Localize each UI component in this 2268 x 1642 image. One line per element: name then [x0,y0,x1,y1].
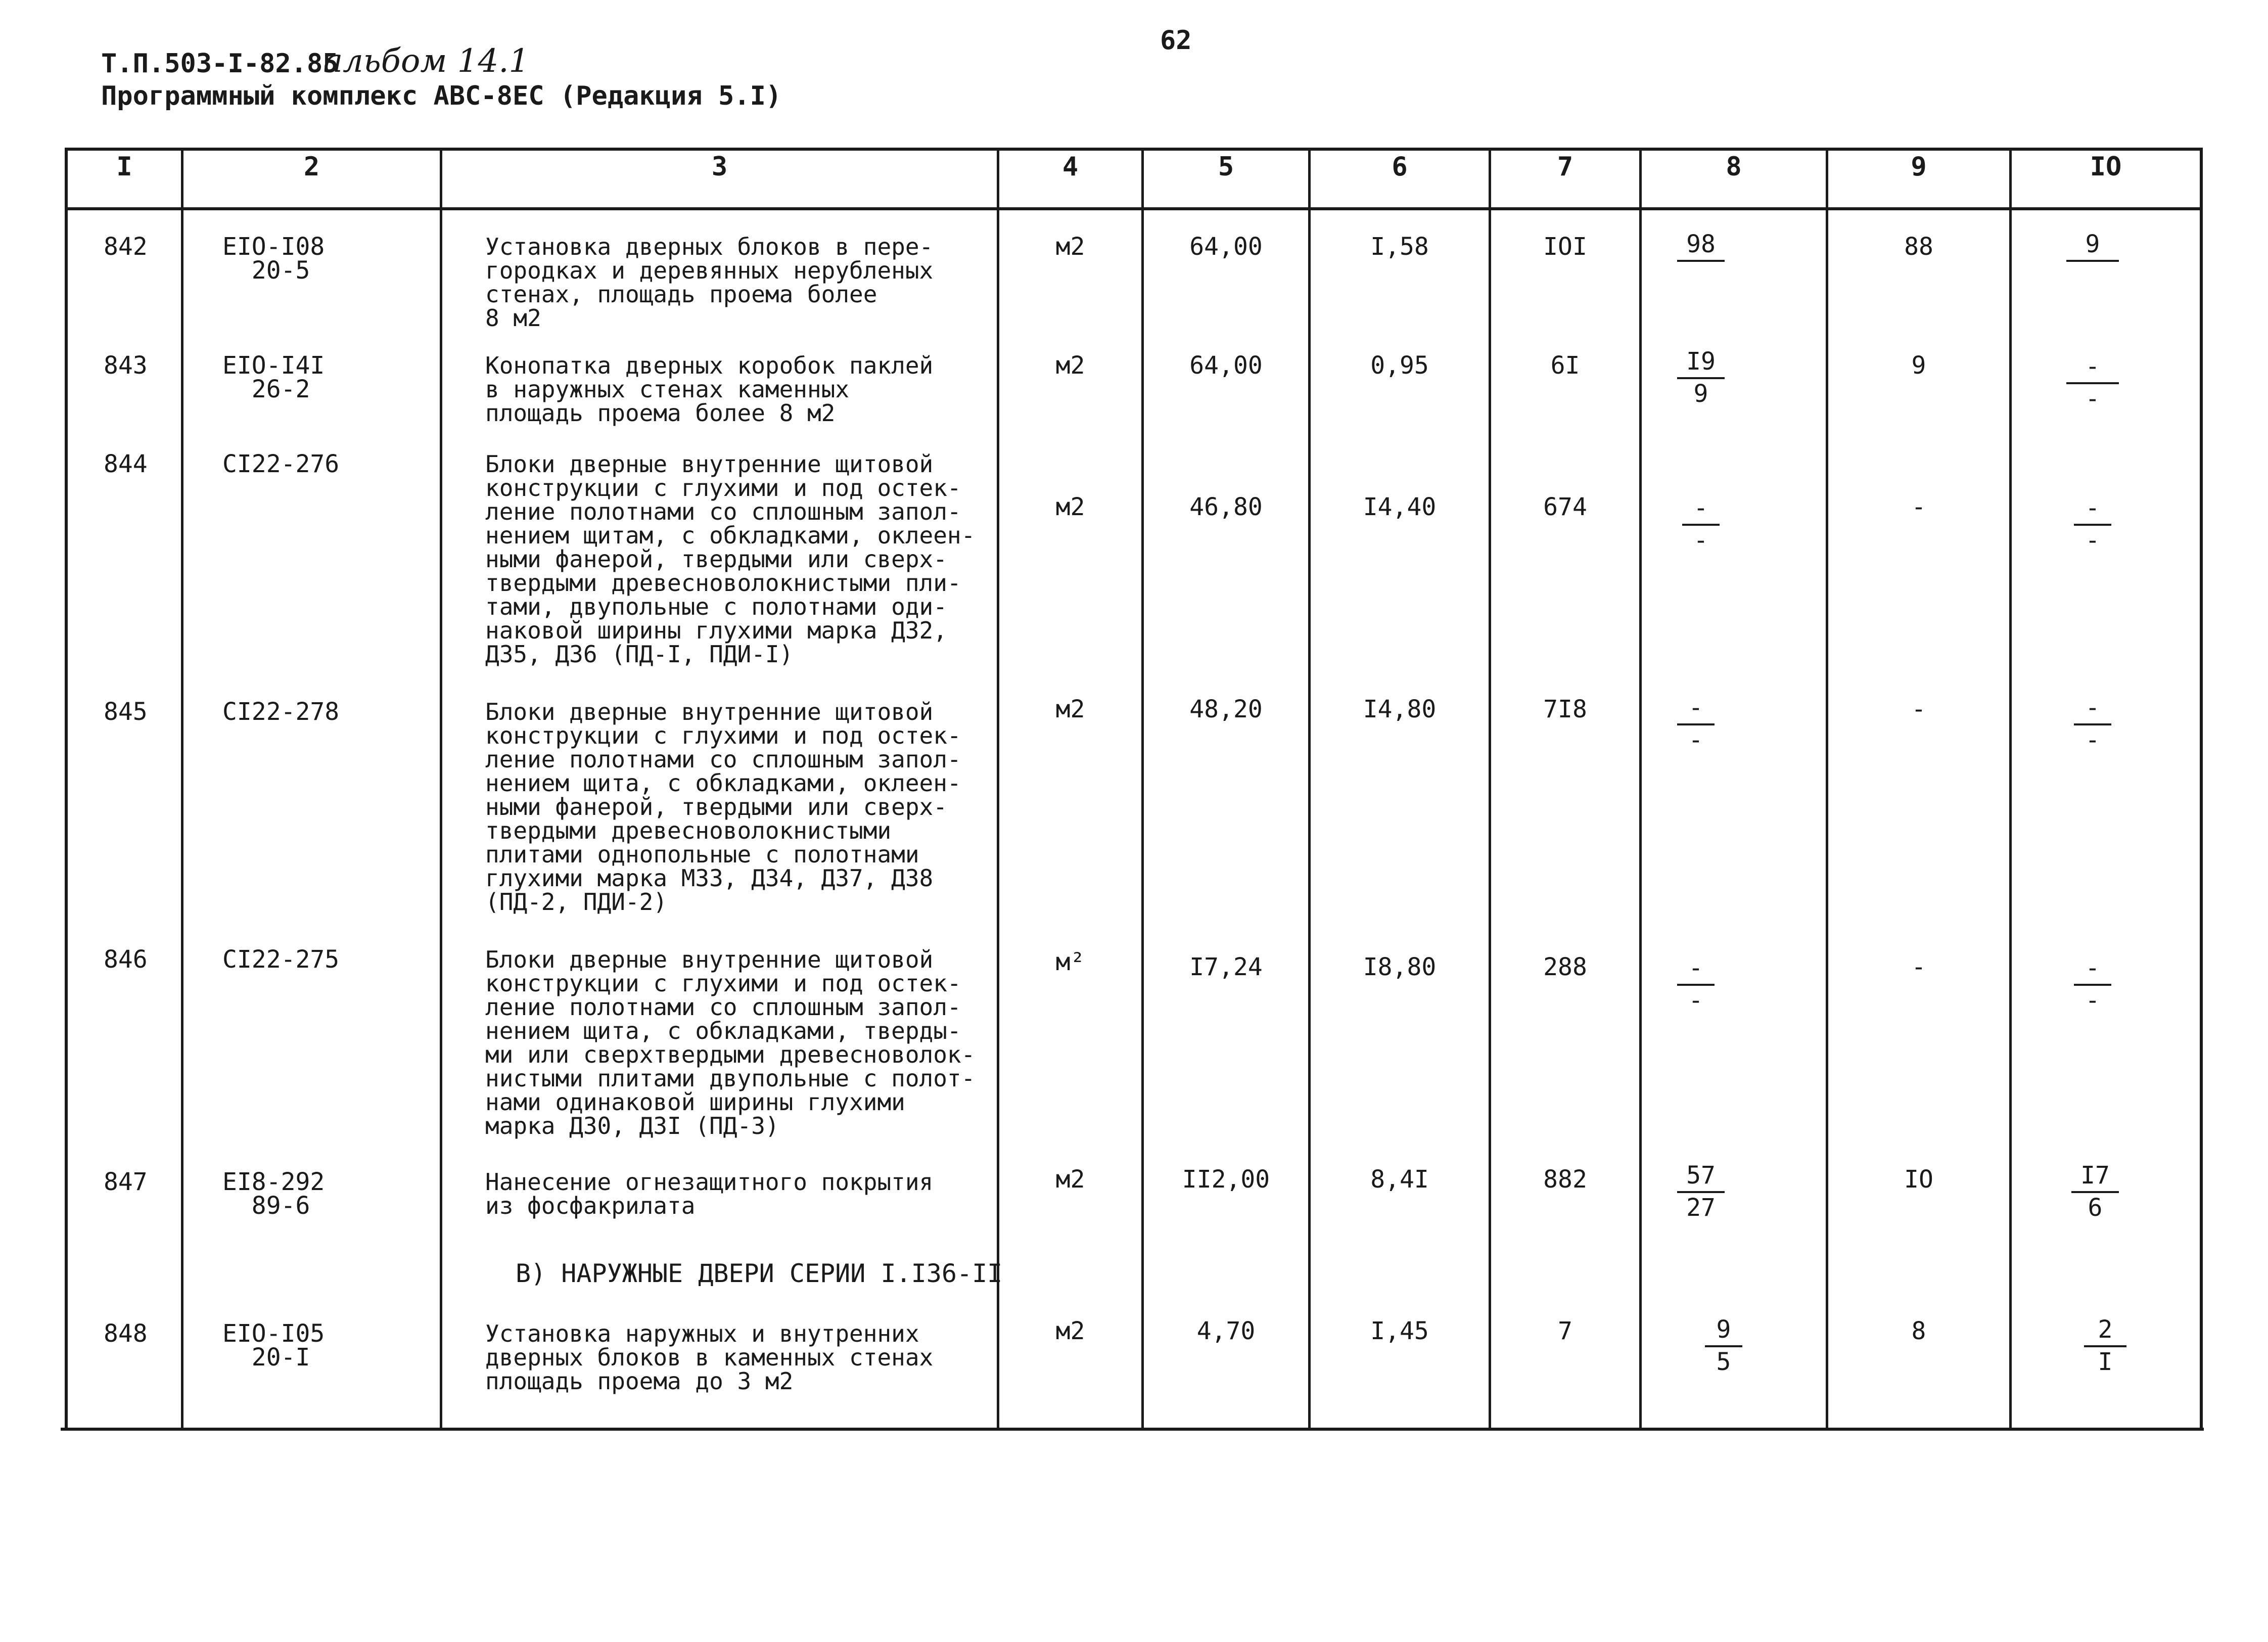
fraction-numerator: - [2085,494,2100,522]
total-cost: 6I [1550,351,1580,380]
col-divider [181,148,183,1430]
total-cost: 7I8 [1543,695,1587,723]
fraction-bar [1677,1191,1725,1193]
unit-cost: I,45 [1370,1317,1429,1345]
row-number: 844 [104,450,148,478]
fraction-numerator: 9 [1716,1315,1731,1344]
col-divider [1489,148,1491,1430]
column-header: 3 [711,152,728,182]
col-divider [1639,148,1642,1430]
unit: м2 [1055,351,1085,380]
fraction-denominator: 5 [1716,1348,1731,1376]
column-header: 8 [1726,152,1742,182]
unit: м2 [1055,1165,1085,1194]
quantity: 48,20 [1189,695,1263,723]
work-description: Блоки дверные внутренние щитовой конструкции с глухими и под остек- ление полотнами со сплошным запол- нением щитам, с обкладками, оклеен- ными фанерой, твердыми или сверх- твердыми древесноволокнистыми пли- тами, двупольные с полотнами оди- наковой ширины глухими марка Д32, Д35, Д36 (ПД-I, ПДИ-I) [485,450,976,668]
unit-cost: 0,95 [1370,351,1429,380]
col9-value: IO [1904,1165,1933,1194]
fraction-bar [1677,377,1725,379]
fraction-numerator: - [2085,352,2100,381]
fraction-bar [2074,524,2111,526]
unit-cost: 8,4I [1370,1165,1429,1194]
total-cost: 7 [1558,1317,1572,1345]
col9-value: 8 [1911,1317,1926,1345]
row-number: 843 [104,351,148,380]
col9-value: - [1911,695,1926,723]
fraction-col8 [1668,695,1724,754]
total-cost: 882 [1543,1165,1587,1194]
fraction-numerator: I9 [1686,347,1716,376]
total-cost: IOI [1543,233,1587,261]
column-header: 5 [1218,152,1234,182]
col-divider [1826,148,1828,1430]
unit: м² [1055,948,1085,976]
fraction-bar [2066,260,2119,262]
fraction-bar [2066,382,2119,384]
unit-cost: I4,80 [1363,695,1437,723]
quantity: 46,80 [1189,493,1263,521]
fraction-bar [1682,524,1720,526]
work-description: Блоки дверные внутренние щитовой конструкции с глухими и под остек- ление полотнами со сплошным запол- нением щита, с обкладками, оклеен- ными фанерой, твердыми или сверх- твердыми древесноволокнистыми плитами однопольные с полотнами глухими марка М33, Д34, Д37, Д38 (ПД-2, ПДИ-2) [485,698,961,916]
fraction-numerator: - [1693,494,1708,522]
fraction-denominator: - [1693,526,1708,555]
section-title: В) НАРУЖНЫЕ ДВЕРИ СЕРИИ I.I36-II [516,1259,1003,1288]
fraction-col10 [2065,495,2120,554]
fraction-numerator: - [2085,694,2100,722]
col-divider [440,148,442,1430]
quantity: 4,70 [1196,1317,1256,1345]
row-number: 846 [104,945,148,974]
col-divider [65,148,68,1430]
fraction-numerator: 2 [2098,1315,2113,1344]
rate-code: CI22-278 [222,698,340,726]
work-description: Установка дверных блоков в пере- городках и деревянных нерубленых стенах, площадь проема более 8 м2 [485,233,934,332]
rate-code: EIO-I4I 26-2 [222,351,325,403]
rate-code: EIO-I08 20-5 [222,233,325,285]
fraction-denominator [2057,264,2128,290]
fraction-col10 [2057,232,2128,290]
fraction-denominator: - [2085,986,2100,1015]
quantity: II2,00 [1182,1165,1270,1194]
total-cost: 288 [1543,953,1587,981]
column-header: 9 [1911,152,1927,182]
fraction-bar [1677,260,1725,262]
rate-code: EI8-292 89-6 [222,1168,325,1220]
fraction-denominator: 9 [1693,380,1708,408]
col-divider [2009,148,2012,1430]
fraction-col8 [1668,349,1734,407]
fraction-col8 [1668,232,1734,290]
document-code: Т.П.503-I-82.85 [101,49,339,79]
fraction-col10 [2075,1317,2136,1376]
fraction-numerator: 9 [2085,230,2100,258]
quantity: I7,24 [1189,953,1263,981]
fraction-col10 [2065,695,2120,754]
fraction-col8 [1668,1163,1734,1221]
fraction-denominator: I [2098,1348,2113,1376]
unit: м2 [1055,233,1085,261]
handwritten-album-note: альбом 14.1 [323,42,530,80]
fraction-col8 [1696,1317,1751,1376]
fraction-numerator: I7 [2080,1161,2110,1190]
column-header: IO [2090,152,2122,182]
fraction-denominator: 27 [1686,1194,1716,1222]
col-divider [1308,148,1311,1430]
column-header: 4 [1062,152,1079,182]
work-description: Блоки дверные внутренние щитовой конструкции с глухими и под остек- ление полотнами со сплошным запол- нением щита, с обкладками, тверды- ми или сверхтвердыми древесноволок- нистыми плитами двупольные с полот- нами одинаковой ширины глухими марка Д30, Д3I (ПД-3) [485,946,976,1139]
fraction-bar [2084,1345,2126,1347]
fraction-col8 [1673,495,1729,554]
work-description: Нанесение огнезащитного покрытия из фосфакрилата [485,1168,934,1219]
fraction-col10 [2062,1163,2128,1221]
col9-value: 88 [1904,233,1933,261]
fraction-numerator: - [1688,954,1703,982]
table-header-separator [67,207,2202,210]
unit-cost: I8,80 [1363,953,1437,981]
table-top-border [67,148,2202,151]
unit: м2 [1055,695,1085,723]
fraction-numerator: - [1688,694,1703,722]
row-number: 847 [104,1168,148,1196]
program-title: Программный комплекс АВС-8ЕС (Редакция 5.I) [101,81,782,111]
rate-code: CI22-276 [222,450,340,478]
fraction-denominator: - [1688,726,1703,754]
fraction-denominator [1668,264,1734,290]
column-header: 6 [1392,152,1408,182]
fraction-col10 [2065,955,2120,1014]
fraction-denominator: - [2085,526,2100,555]
total-cost: 674 [1543,493,1587,521]
fraction-denominator: - [2085,726,2100,754]
fraction-col10 [2057,354,2128,413]
fraction-bar [1705,1345,1742,1347]
fraction-denominator: 6 [2088,1194,2103,1222]
col-divider [1141,148,1144,1430]
col-divider [997,148,999,1430]
work-description: Конопатка дверных коробок паклей в наружных стенах каменных площадь проема более 8 м2 [485,352,934,427]
quantity: 64,00 [1189,233,1263,261]
column-header: 2 [303,152,320,182]
fraction-bar [1677,723,1715,725]
fraction-numerator: 57 [1686,1161,1716,1190]
unit: м2 [1055,493,1085,521]
fraction-col8 [1668,955,1724,1014]
fraction-denominator: - [2085,385,2100,413]
fraction-numerator: 98 [1686,230,1716,258]
column-header: 7 [1557,152,1573,182]
table-bottom-border [61,1428,2204,1431]
unit-cost: I,58 [1370,233,1429,261]
col9-value: - [1911,953,1926,981]
fraction-denominator: - [1688,986,1703,1015]
rate-code: CI22-275 [222,945,340,974]
fraction-numerator: - [2085,954,2100,982]
row-number: 842 [104,233,148,261]
col9-value: 9 [1911,351,1926,380]
page-number: 62 [1160,25,1192,56]
fraction-bar [2074,723,2111,725]
work-description: Установка наружных и внутренних дверных блоков в каменных стенах площадь проема до 3 м2 [485,1320,934,1395]
unit: м2 [1055,1317,1085,1345]
col9-value: - [1911,493,1926,521]
fraction-bar [1677,984,1715,986]
row-number: 848 [104,1319,148,1348]
rate-code: EIO-I05 20-I [222,1319,325,1372]
column-header: I [116,152,132,182]
unit-cost: I4,40 [1363,493,1437,521]
col-divider [2200,148,2203,1430]
fraction-bar [2074,984,2111,986]
row-number: 845 [104,698,148,726]
quantity: 64,00 [1189,351,1263,380]
fraction-bar [2071,1191,2119,1193]
